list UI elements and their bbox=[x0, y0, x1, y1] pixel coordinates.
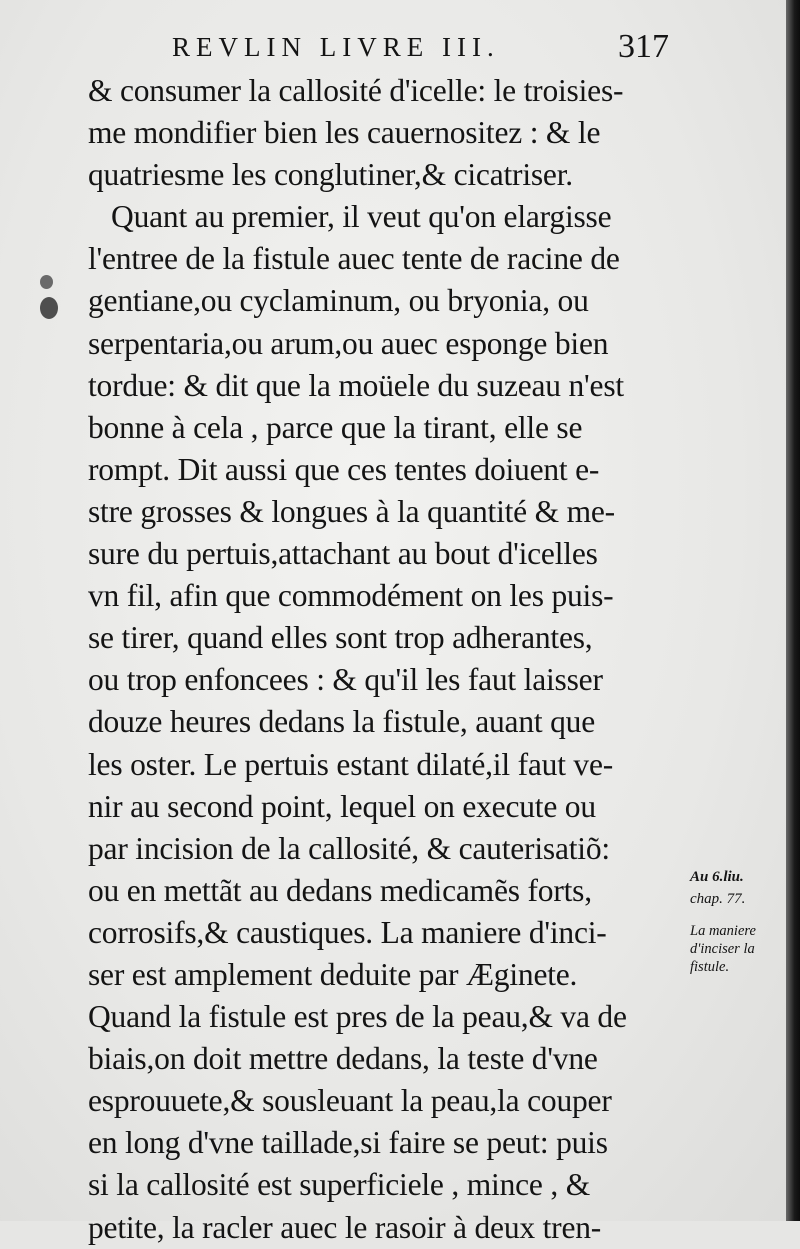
text-line: esprouuete,& sousleuant la peau,la couper bbox=[88, 1083, 612, 1119]
binding-hole-bottom bbox=[40, 297, 58, 319]
body-text bbox=[88, 70, 688, 1249]
text-line: par incision de la callosité, & cauterisatiõ: bbox=[88, 830, 610, 866]
page-number: 317 bbox=[618, 28, 669, 65]
text-line: nir au second point, lequel on execute ou bbox=[88, 788, 596, 824]
text-line: me mondifier bien les cauernositez : & le bbox=[88, 115, 601, 151]
text-line: corrosifs,& caustiques. La maniere d'inci- bbox=[88, 914, 607, 950]
text-line: se tirer, quand elles sont trop adherantes, bbox=[88, 620, 593, 656]
margin-reference: Au 6.liu. bbox=[690, 869, 744, 885]
text-line: quatriesme les conglutiner,& cicatriser. bbox=[88, 157, 573, 193]
margin-note: La maniere bbox=[690, 923, 756, 939]
text-line: Quand la fistule est pres de la peau,& va de bbox=[88, 999, 627, 1035]
text-line: tordue: & dit que la moüele du suzeau n'est bbox=[88, 367, 624, 403]
text-line: vn fil, afin que commodément on les puis- bbox=[88, 578, 614, 614]
text-line: ou trop enfoncees : & qu'il les faut laisser bbox=[88, 662, 603, 698]
text-line: si la callosité est superficiele , mince , & bbox=[88, 1167, 591, 1203]
page-header bbox=[0, 22, 800, 70]
text-line: biais,on doit mettre dedans, la teste d'vne bbox=[88, 1041, 598, 1077]
text-line: gentiane,ou cyclaminum, ou bryonia, ou bbox=[88, 283, 589, 319]
text-line: stre grosses & longues à la quantité & me- bbox=[88, 493, 615, 529]
text-line: rompt. Dit aussi que ces tentes doiuent e- bbox=[88, 451, 600, 487]
margin-reference: chap. 77. bbox=[690, 891, 746, 907]
text-line: bonne à cela , parce que la tirant, elle se bbox=[88, 409, 583, 445]
text-line: douze heures dedans la fistule, auant que bbox=[88, 704, 595, 740]
text-line: serpentaria,ou arum,ou auec esponge bien bbox=[88, 325, 609, 361]
binding-hole-top bbox=[40, 275, 53, 289]
text-line: & consumer la callosité d'icelle: le troisies- bbox=[88, 73, 624, 108]
text-line: les oster. Le pertuis estant dilaté,il faut ve- bbox=[88, 746, 614, 782]
text-line: en long d'vne taillade,si faire se peut: puis bbox=[88, 1125, 608, 1161]
text-line: l'entree de la fistule auec tente de racine de bbox=[88, 241, 620, 277]
text-line: Quant au premier, il veut qu'on elargisse bbox=[88, 199, 612, 235]
text-line: ou en mettãt au dedans medicamẽs forts, bbox=[88, 872, 592, 908]
text-line: petite, la racler auec le rasoir à deux tren- bbox=[88, 1209, 602, 1245]
text-line: ser est amplement deduite par Æginete. bbox=[88, 956, 578, 992]
book-spine-edge bbox=[786, 0, 800, 1221]
running-head: REVLIN LIVRE III. bbox=[172, 32, 500, 62]
margin-notes bbox=[690, 868, 790, 976]
margin-note: d'inciser la bbox=[690, 941, 755, 957]
margin-note: fistule. bbox=[690, 959, 730, 975]
text-line: sure du pertuis,attachant au bout d'icelles bbox=[88, 536, 598, 572]
